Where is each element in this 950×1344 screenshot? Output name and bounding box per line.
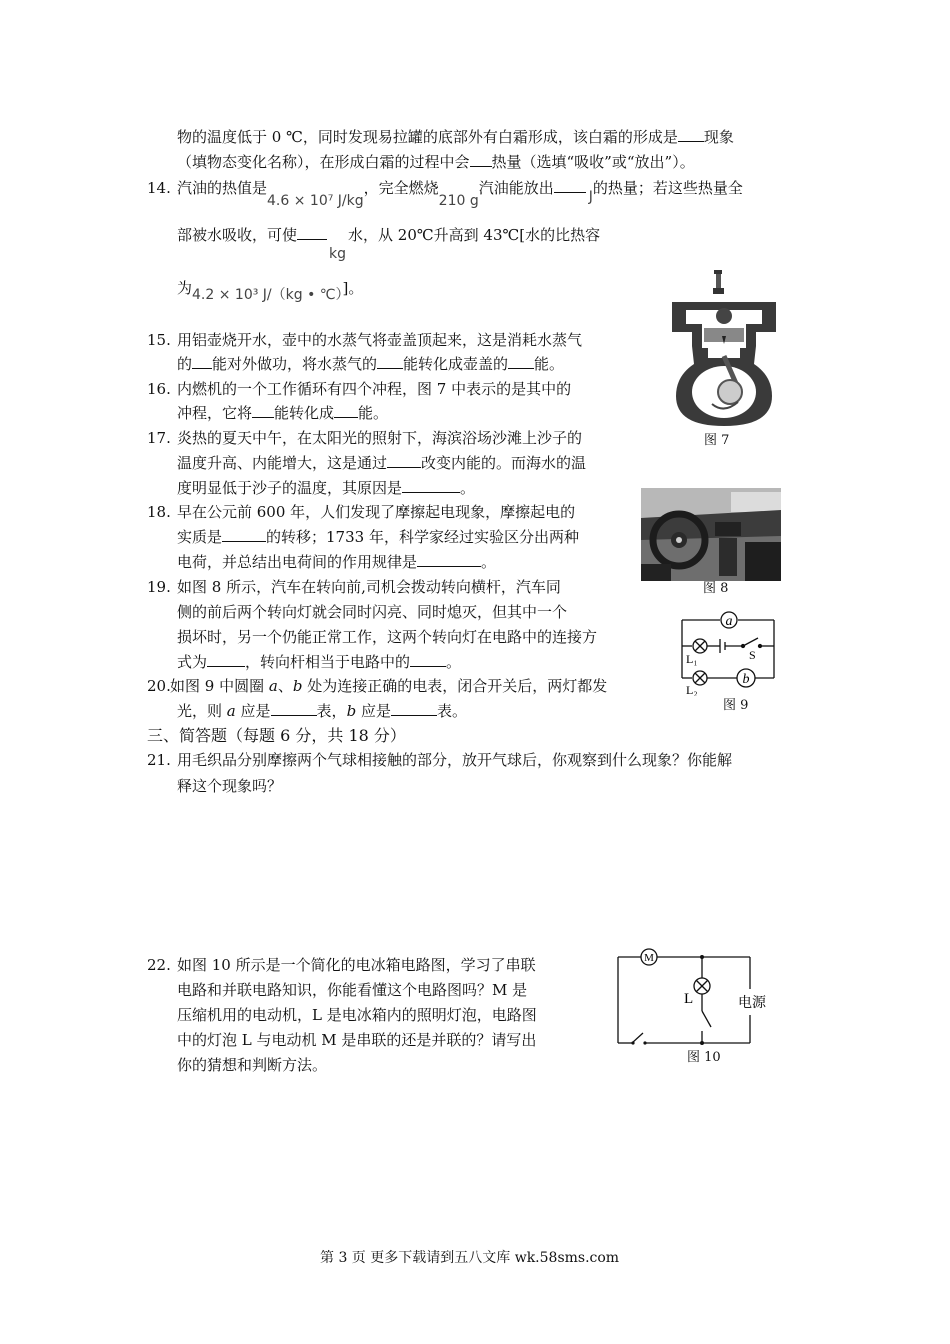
answer-blank[interactable] <box>297 225 327 240</box>
q20-text: 如图 9 中圆圈 <box>170 677 265 695</box>
var-b: b <box>346 702 357 720</box>
q17-text: 温度升高、内能增大，这是通过 <box>177 454 388 472</box>
answer-blank[interactable] <box>252 403 274 418</box>
meter-b-label: b <box>742 672 750 687</box>
circuit-diagram-fig10 <box>612 945 782 1053</box>
var-a: a <box>226 702 236 720</box>
answer-blank[interactable] <box>207 652 245 667</box>
q22-line-2: 电路和并联电路知识，你能看懂这个电路图吗？M 是 <box>177 981 528 999</box>
q20-line-1 <box>170 676 607 696</box>
q14-text: 汽油的热值是 <box>177 179 268 197</box>
q15-line-1: 用铝壶烧开水，壶中的水蒸气将壶盖顶起来，这是消耗水蒸气 <box>177 331 583 349</box>
answer-blank[interactable] <box>387 453 421 468</box>
q22-line-1: 如图 10 所示是一个简化的电冰箱电路图，学习了串联 <box>177 956 536 974</box>
q20-text: 应是 <box>240 702 271 720</box>
q19-line-3: 损坏时，另一个仍能正常工作，这两个转向灯在电路中的连接方 <box>177 628 598 646</box>
answer-blank[interactable] <box>271 701 317 716</box>
question-number: 14. <box>147 179 171 197</box>
meter-a-label: a <box>725 614 733 629</box>
q20-line-2 <box>177 701 467 721</box>
mass-formula: 210 g <box>438 193 479 209</box>
q18-line-1: 早在公元前 600 年，人们发现了摩擦起电现象，摩擦起电的 <box>177 503 576 521</box>
q13-text: 物的温度低于 0 ℃，同时发现易拉罐的底部外有白霜形成，该白霜的形成是 <box>177 128 678 146</box>
answer-blank[interactable] <box>192 354 212 369</box>
q20-text: 表， <box>316 702 347 720</box>
q19-line-2: 侧的前后两个转向灯就会同时闪亮、同时熄灭，但其中一个 <box>177 603 568 621</box>
answer-blank[interactable] <box>377 354 403 369</box>
question-number: 22. <box>147 956 171 974</box>
lamp-l2-label: L₂ <box>686 683 698 696</box>
q14-line-3 <box>177 278 364 303</box>
q20-text: 、 <box>277 677 293 695</box>
figure-caption: 图 8 <box>703 581 729 596</box>
q13-line-2 <box>177 152 695 172</box>
q16-line-1: 内燃机的一个工作循环有四个冲程，图 7 中表示的是其中的 <box>177 380 572 398</box>
question-number: 16. <box>147 380 171 398</box>
q14-text: ]。 <box>342 279 364 297</box>
q18-text: 实质是 <box>177 528 223 546</box>
q17-line-3 <box>177 478 475 498</box>
q17-line-2 <box>177 453 586 473</box>
q13-line-1 <box>177 127 734 147</box>
q14-text: 部被水吸收，可使 <box>177 226 298 244</box>
q16-text: 能转化成 <box>274 404 335 422</box>
q19-text: ，转向杆相当于电路中的 <box>245 653 411 671</box>
answer-blank[interactable] <box>402 478 460 493</box>
q20-text: 处为连接正确的电表，闭合开关后，两灯都发 <box>307 677 608 695</box>
engine-diagram <box>668 268 780 430</box>
q15-text: 能对外做功，将水蒸气的 <box>212 355 378 373</box>
q19-text: 式为 <box>177 653 208 671</box>
q17-text: 改变内能的。而海水的温 <box>421 454 587 472</box>
q21-line-1: 用毛织品分别摩擦两个气球相接触的部分，放开气球后，你观察到什么现象？你能解 <box>177 751 733 769</box>
q14-text: 汽油能放出 <box>478 179 554 197</box>
q18-text: 电荷，并总结出电荷间的作用规律是 <box>177 553 418 571</box>
q15-text: 能。 <box>534 355 565 373</box>
answer-blank[interactable] <box>391 701 437 716</box>
answer-blank[interactable] <box>508 354 534 369</box>
q16-text: 能。 <box>358 404 389 422</box>
q17-text: 度明显低于沙子的温度，其原因是 <box>177 479 403 497</box>
q19-text: 。 <box>446 653 462 671</box>
q20-text: 光，则 <box>177 702 223 720</box>
page-footer: 第 3 页 更多下载请到五八文库 wk.58sms.com <box>320 1250 620 1266</box>
q15-line-2 <box>177 354 564 374</box>
var-b: b <box>292 677 303 695</box>
switch-label: S <box>749 648 756 662</box>
q20-text: 表。 <box>436 702 467 720</box>
q14-text: 水，从 20℃升高到 43℃[水的比热容 <box>348 226 601 244</box>
q15-text: 能转化成壶盖的 <box>403 355 509 373</box>
q18-text: 的转移；1733 年，科学家经过实验区分出两种 <box>266 528 579 546</box>
question-number: 18. <box>147 503 171 521</box>
q14-line-1 <box>177 178 743 209</box>
answer-blank[interactable] <box>678 127 704 142</box>
question-number: 15. <box>147 331 171 349</box>
motor-label: M <box>644 952 654 964</box>
q17-text: 。 <box>460 479 476 497</box>
answer-blank[interactable] <box>334 403 358 418</box>
q13-text: 现象 <box>703 128 734 146</box>
q14-line-2 <box>177 225 601 262</box>
figure-caption: 图 7 <box>704 433 730 448</box>
q20-text: 应是 <box>360 702 391 720</box>
q22-line-5: 你的猜想和判断方法。 <box>177 1056 328 1074</box>
q18-text: 。 <box>481 553 497 571</box>
answer-blank[interactable] <box>470 152 492 167</box>
q13-text: （填物态变化名称），在形成白霜的过程中会 <box>177 153 470 171</box>
figure-caption: 图 10 <box>687 1050 721 1065</box>
question-number: 21. <box>147 751 171 769</box>
q21-line-2: 释这个现象吗？ <box>177 777 283 795</box>
power-source-label: 电源 <box>738 996 766 1011</box>
specific-heat-formula: 4.2 × 10³ J/（kg • ℃） <box>192 287 343 303</box>
question-number: 17. <box>147 429 171 447</box>
q14-text: 为 <box>177 279 193 297</box>
q18-line-3 <box>177 552 496 572</box>
lamp-l1-label: L₁ <box>686 652 698 666</box>
door-switch-icon <box>702 1011 711 1027</box>
car-interior-photo <box>641 488 781 581</box>
q15-text: 的 <box>177 355 193 373</box>
q22-line-3: 压缩机用的电动机，L 是电冰箱内的照明灯泡，电路图 <box>177 1006 537 1024</box>
temperature-switch-icon <box>632 1033 643 1043</box>
answer-blank[interactable] <box>554 178 586 193</box>
unit-j: J <box>588 189 593 205</box>
answer-blank[interactable] <box>222 527 266 542</box>
question-number: 20. <box>147 677 171 695</box>
figure-caption: 图 9 <box>723 698 749 713</box>
q22-line-4: 中的灯泡 L 与电动机 M 是串联的还是并联的？请写出 <box>177 1031 537 1049</box>
q16-line-2 <box>177 403 388 423</box>
section-heading: 三、简答题（每题 6 分，共 18 分） <box>147 726 406 745</box>
q17-line-1: 炎热的夏天中午，在太阳光的照射下，海滨浴场沙滩上沙子的 <box>177 429 583 447</box>
lamp-l-label: L <box>684 991 694 1007</box>
var-a: a <box>268 677 278 695</box>
q13-text: 热量（选填“吸收”或“放出”）。 <box>491 153 695 171</box>
question-number: 19. <box>147 578 171 596</box>
answer-blank[interactable] <box>417 552 481 567</box>
q18-line-2 <box>177 527 579 547</box>
q19-line-1: 如图 8 所示，汽车在转向前,司机会拨动转向横杆，汽车同 <box>177 578 561 596</box>
q14-text: 的热量；若这些热量全 <box>592 179 743 197</box>
answer-blank[interactable] <box>410 652 446 667</box>
heat-value-formula: 4.6 × 10⁷ J/kg <box>267 193 364 209</box>
q19-line-4 <box>177 652 461 672</box>
q14-text: ，完全燃烧 <box>363 179 439 197</box>
q16-text: 冲程，它将 <box>177 404 253 422</box>
switch-icon <box>743 638 758 646</box>
unit-kg: kg <box>329 246 347 262</box>
circuit-diagram-fig9 <box>676 610 782 696</box>
